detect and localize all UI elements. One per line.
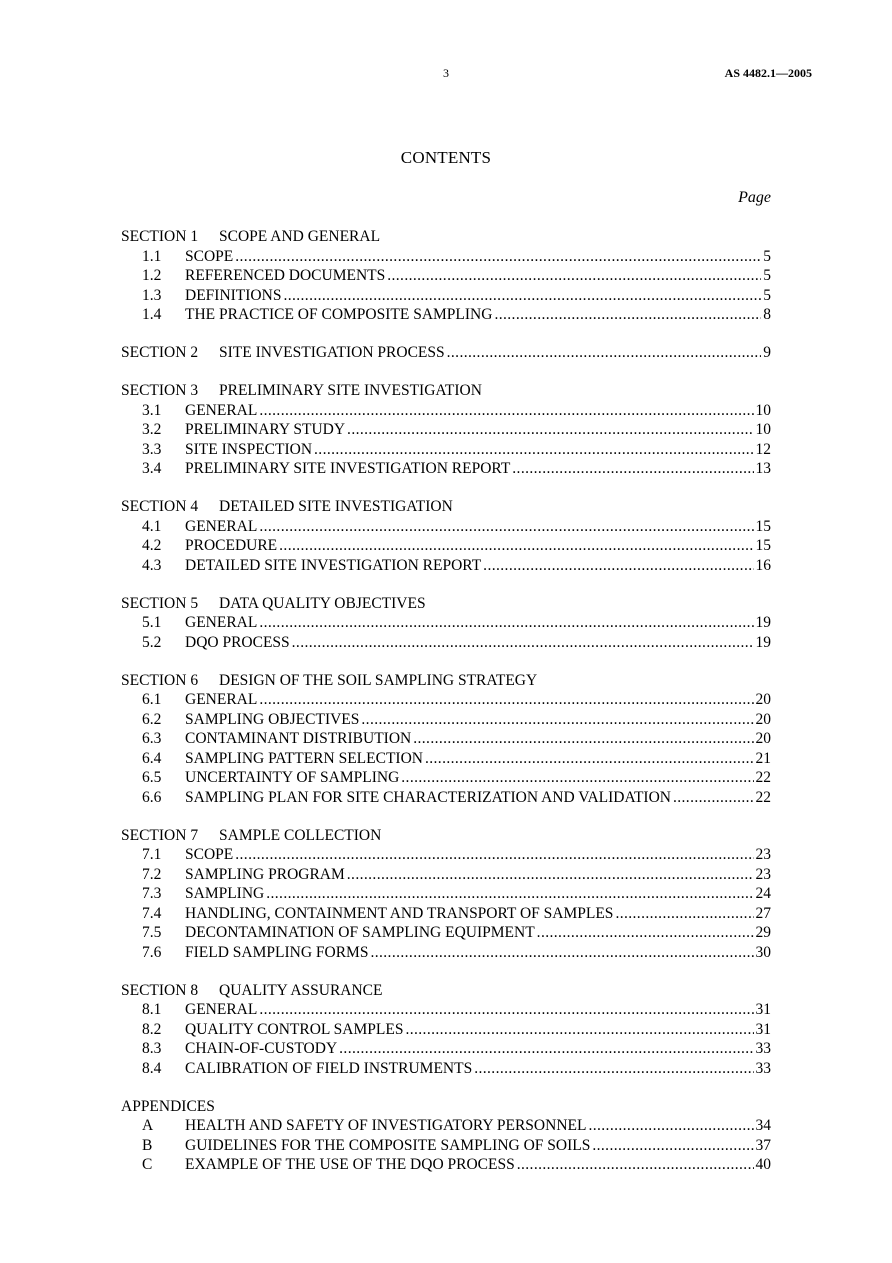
page-ref: 31 — [755, 1020, 771, 1038]
section-title: DESIGN OF THE SOIL SAMPLING STRATEGY — [219, 671, 538, 689]
dot-leader — [259, 613, 753, 633]
dot-leader — [235, 247, 761, 267]
section-title: SITE INVESTIGATION PROCESS — [219, 344, 445, 361]
page-ref: 8 — [763, 306, 771, 323]
page-ref: 20 — [755, 691, 771, 708]
entry-number: 7.5 — [142, 924, 162, 941]
toc-entry — [121, 401, 771, 421]
section-number: SECTION 7 — [121, 826, 199, 844]
entry-title: PROCEDURE — [185, 537, 278, 554]
entry-number: 8.4 — [142, 1059, 162, 1077]
page-ref: 10 — [755, 421, 771, 438]
entry-number: 1.2 — [142, 267, 162, 284]
dot-leader — [425, 749, 754, 769]
toc-entry — [121, 1116, 771, 1136]
dot-leader — [483, 556, 753, 576]
entry-number: 7.1 — [142, 846, 162, 863]
entry-title: DECONTAMINATION OF SAMPLING EQUIPMENT — [185, 924, 535, 941]
section-number: APPENDICES — [121, 1097, 215, 1115]
toc-entry — [121, 517, 771, 537]
toc-entry — [121, 690, 771, 710]
section-heading — [121, 381, 771, 401]
toc-entry — [121, 305, 771, 325]
dot-leader — [474, 1059, 753, 1079]
toc-entry — [121, 247, 771, 267]
page-ref: 12 — [755, 440, 771, 458]
table-of-contents — [121, 227, 771, 1193]
entry-number: 3.1 — [142, 401, 162, 419]
toc-entry — [121, 923, 771, 943]
entry-title: EXAMPLE OF THE USE OF THE DQO PROCESS — [185, 1156, 515, 1173]
page-ref: 30 — [755, 943, 771, 961]
page-ref: 22 — [755, 769, 771, 786]
entry-title: REFERENCED DOCUMENTS — [185, 267, 386, 284]
entry-title: GENERAL — [185, 401, 258, 419]
section-number: SECTION 2 — [121, 344, 199, 361]
toc-entry — [121, 1039, 771, 1059]
entry-title: DQO PROCESS — [185, 633, 290, 651]
page-ref: 15 — [755, 517, 771, 535]
dot-leader — [387, 266, 761, 286]
toc-entry — [121, 943, 771, 963]
section-heading — [121, 826, 771, 846]
entry-title: UNCERTAINTY OF SAMPLING — [185, 769, 400, 786]
toc-group — [121, 227, 771, 325]
entry-number: 1.1 — [142, 247, 162, 265]
page-ref: 34 — [755, 1117, 771, 1134]
section-number: SECTION 6 — [121, 671, 199, 689]
dot-leader — [405, 1020, 753, 1040]
page-ref: 23 — [755, 865, 771, 883]
entry-number: B — [142, 1136, 153, 1154]
entry-number: 8.3 — [142, 1040, 162, 1057]
entry-title: SAMPLING OBJECTIVES — [185, 710, 360, 728]
section-title: QUALITY ASSURANCE — [219, 981, 383, 999]
page-ref: 33 — [755, 1059, 771, 1077]
page-ref: 9 — [763, 344, 771, 361]
entry-number: 7.2 — [142, 865, 162, 883]
toc-group — [121, 343, 771, 363]
entry-number: 6.6 — [142, 788, 162, 806]
toc-entry — [121, 536, 771, 556]
toc-entry — [121, 865, 771, 885]
dot-leader — [347, 420, 753, 440]
toc-entry — [121, 459, 771, 479]
entry-title: DETAILED SITE INVESTIGATION REPORT — [185, 556, 482, 574]
entry-title: CALIBRATION OF FIELD INSTRUMENTS — [185, 1059, 473, 1077]
toc-entry — [121, 749, 771, 769]
toc-entry — [121, 710, 771, 730]
entry-number: 3.2 — [142, 421, 162, 438]
page-column-label: Page — [738, 189, 771, 206]
section-title: DATA QUALITY OBJECTIVES — [219, 594, 426, 612]
dot-leader — [283, 286, 761, 306]
page-ref: 27 — [755, 904, 771, 922]
dot-leader — [512, 459, 753, 479]
dot-leader — [259, 517, 753, 537]
entry-number: 7.6 — [142, 943, 162, 961]
toc-entry — [121, 904, 771, 924]
page-ref: 20 — [755, 730, 771, 747]
dot-leader — [588, 1116, 753, 1136]
section-heading — [121, 497, 771, 517]
page-ref: 37 — [755, 1136, 771, 1154]
page-title: CONTENTS — [400, 148, 492, 167]
toc-group — [121, 826, 771, 963]
entry-number: 3.4 — [142, 460, 162, 477]
page-ref: 22 — [755, 788, 771, 806]
toc-entry — [121, 1155, 771, 1175]
entry-title: GENERAL — [185, 1001, 258, 1018]
page-ref: 24 — [755, 885, 771, 902]
section-number: SECTION 3 — [121, 382, 199, 399]
entry-number: 6.1 — [142, 691, 162, 708]
entry-number: 5.1 — [142, 614, 162, 631]
entry-number: 7.4 — [142, 904, 162, 922]
dot-leader — [401, 768, 753, 788]
toc-entry — [121, 768, 771, 788]
dot-leader — [279, 536, 753, 556]
page-ref: 21 — [755, 749, 771, 767]
page-ref: 5 — [763, 247, 771, 265]
toc-entry — [121, 286, 771, 306]
toc-group — [121, 671, 771, 808]
page-ref: 23 — [755, 846, 771, 863]
dot-leader — [292, 633, 754, 653]
entry-title: GENERAL — [185, 614, 258, 631]
entry-number: 3.3 — [142, 440, 162, 458]
entry-number: 6.5 — [142, 769, 162, 786]
section-number: SECTION 8 — [121, 981, 199, 999]
entry-title: HEALTH AND SAFETY OF INVESTIGATORY PERSONNEL — [185, 1117, 587, 1134]
dot-leader — [314, 440, 753, 460]
entry-title: CHAIN-OF-CUSTODY — [185, 1040, 338, 1057]
dot-leader — [494, 305, 761, 325]
entry-title: CONTAMINANT DISTRIBUTION — [185, 730, 412, 747]
section-heading — [121, 343, 771, 363]
entry-title: SAMPLING — [185, 885, 265, 902]
dot-leader — [361, 710, 753, 730]
dot-leader — [266, 884, 753, 904]
dot-leader — [370, 943, 753, 963]
entry-title: SCOPE — [185, 247, 234, 265]
page-ref: 5 — [763, 267, 771, 284]
page-ref: 29 — [755, 924, 771, 941]
toc-group — [121, 981, 771, 1079]
toc-entry — [121, 633, 771, 653]
dot-leader — [673, 788, 754, 808]
section-title: PRELIMINARY SITE INVESTIGATION — [219, 382, 482, 399]
entry-title: HANDLING, CONTAINMENT AND TRANSPORT OF SAMPLES — [185, 904, 614, 922]
toc-entry — [121, 440, 771, 460]
page-ref: 16 — [755, 556, 771, 574]
entry-title: PRELIMINARY STUDY — [185, 421, 346, 438]
toc-group — [121, 497, 771, 575]
dot-leader — [347, 865, 754, 885]
entry-number: 4.3 — [142, 556, 162, 574]
toc-entry — [121, 1020, 771, 1040]
entry-title: SCOPE — [185, 846, 234, 863]
page-ref: 20 — [755, 710, 771, 728]
section-heading — [121, 227, 771, 247]
entry-number: 1.3 — [142, 286, 162, 304]
entry-number: 6.4 — [142, 749, 162, 767]
dot-leader — [235, 845, 753, 865]
dot-leader — [259, 1000, 753, 1020]
entry-title: THE PRACTICE OF COMPOSITE SAMPLING — [185, 306, 493, 323]
entry-title: SAMPLING PATTERN SELECTION — [185, 749, 423, 767]
dot-leader — [447, 343, 762, 363]
toc-entry — [121, 1000, 771, 1020]
entry-title: GUIDELINES FOR THE COMPOSITE SAMPLING OF SOILS — [185, 1136, 591, 1154]
entry-number: 4.2 — [142, 537, 162, 554]
page-ref: 15 — [755, 537, 771, 554]
entry-title: FIELD SAMPLING FORMS — [185, 943, 369, 961]
entry-title: GENERAL — [185, 517, 258, 535]
standard-designation: AS 4482.1—2005 — [724, 66, 812, 80]
toc-entry — [121, 788, 771, 808]
page-number: 3 — [443, 66, 449, 80]
entry-title: DEFINITIONS — [185, 286, 282, 304]
toc-entry — [121, 884, 771, 904]
toc-group — [121, 381, 771, 479]
dot-leader — [517, 1155, 754, 1175]
toc-entry — [121, 729, 771, 749]
entry-number: 4.1 — [142, 517, 162, 535]
toc-entry — [121, 420, 771, 440]
section-title: SAMPLE COLLECTION — [219, 826, 382, 844]
page-ref: 33 — [755, 1040, 771, 1057]
dot-leader — [413, 729, 753, 749]
toc-group — [121, 594, 771, 653]
toc-entry — [121, 266, 771, 286]
section-number: SECTION 1 — [121, 228, 199, 245]
section-heading — [121, 981, 771, 1001]
section-number: SECTION 4 — [121, 498, 199, 515]
toc-entry — [121, 1136, 771, 1156]
section-heading — [121, 594, 771, 614]
dot-leader — [259, 401, 753, 421]
toc-entry — [121, 613, 771, 633]
toc-entry — [121, 556, 771, 576]
entry-title: PRELIMINARY SITE INVESTIGATION REPORT — [185, 460, 511, 477]
section-heading — [121, 1097, 771, 1117]
dot-leader — [339, 1039, 753, 1059]
dot-leader — [615, 904, 753, 924]
page-ref: 5 — [763, 286, 771, 304]
section-heading — [121, 671, 771, 691]
entry-title: GENERAL — [185, 691, 258, 708]
section-title: SCOPE AND GENERAL — [219, 228, 381, 245]
toc-entry — [121, 1059, 771, 1079]
page-ref: 10 — [755, 401, 771, 419]
entry-number: 8.1 — [142, 1001, 162, 1018]
entry-number: 5.2 — [142, 633, 162, 651]
section-title: DETAILED SITE INVESTIGATION — [219, 498, 453, 515]
entry-title: SITE INSPECTION — [185, 440, 313, 458]
dot-leader — [537, 923, 754, 943]
section-number: SECTION 5 — [121, 594, 199, 612]
page-ref: 19 — [755, 633, 771, 651]
dot-leader — [259, 690, 753, 710]
entry-number: C — [142, 1156, 153, 1173]
entry-title: SAMPLING PLAN FOR SITE CHARACTERIZATION AND VALIDATION — [185, 788, 671, 806]
entry-number: 1.4 — [142, 306, 162, 323]
entry-number: 8.2 — [142, 1020, 162, 1038]
page-ref: 31 — [755, 1001, 771, 1018]
entry-number: 6.3 — [142, 730, 162, 747]
entry-number: 6.2 — [142, 710, 162, 728]
entry-number: A — [142, 1117, 154, 1134]
page-ref: 19 — [755, 614, 771, 631]
toc-entry — [121, 845, 771, 865]
page-ref: 40 — [755, 1156, 771, 1173]
toc-group — [121, 1097, 771, 1175]
entry-title: SAMPLING PROGRAM — [185, 865, 345, 883]
page-ref: 13 — [755, 460, 771, 477]
dot-leader — [592, 1136, 753, 1156]
entry-title: QUALITY CONTROL SAMPLES — [185, 1020, 404, 1038]
entry-number: 7.3 — [142, 885, 162, 902]
